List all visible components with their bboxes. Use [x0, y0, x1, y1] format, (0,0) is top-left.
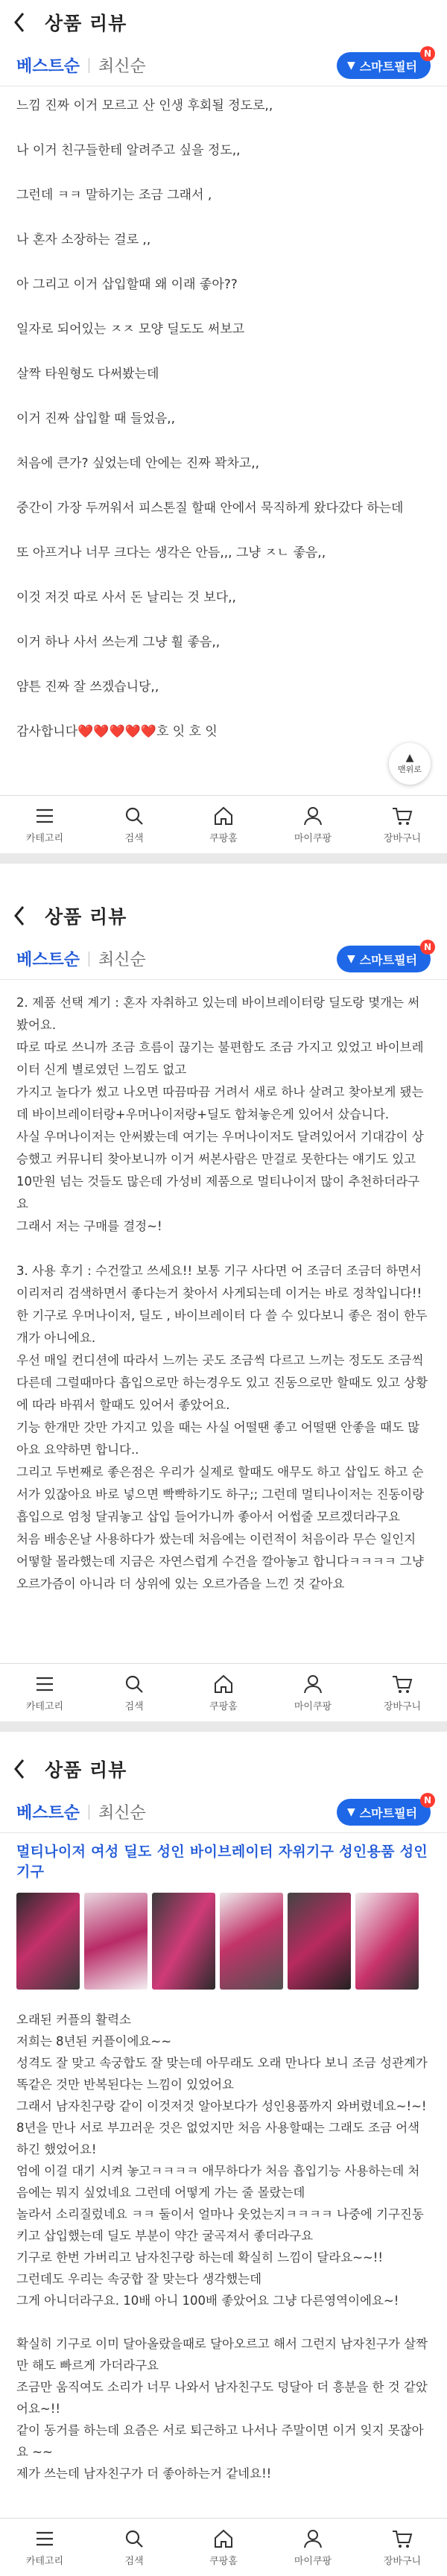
review-line: 느낌 진짜 이거 모르고 산 인생 후회될 정도로,,	[16, 98, 273, 113]
tab-search[interactable]	[101, 805, 168, 844]
review-photo[interactable]	[288, 1893, 351, 1990]
review-line: 얌튼 진짜 잘 쓰겠습니당,,	[16, 680, 159, 694]
smart-filter-button[interactable]	[337, 942, 432, 972]
tab-label: 마이쿠팡	[294, 1701, 332, 1712]
menu-icon	[34, 1673, 56, 1695]
filter-icon: ▼	[346, 953, 355, 965]
tab-label: 장바구니	[383, 1701, 422, 1712]
tab-label: 쿠팡홈	[209, 2556, 238, 2567]
tab-home[interactable]	[190, 2528, 257, 2567]
smart-filter-button[interactable]	[337, 48, 432, 79]
tab-home[interactable]	[190, 1673, 257, 1712]
home-icon	[212, 2528, 235, 2550]
tab-label: 검색	[124, 1701, 144, 1712]
review-line: 중간이 가장 두꺼워서 피스톤질 할때 안에서 묵직하게 왔다갔다 하는데	[16, 501, 404, 516]
home-icon	[212, 1673, 235, 1695]
bottom-tab-bar	[0, 795, 447, 853]
tab-label: 카테고리	[25, 833, 64, 844]
tab-category[interactable]	[11, 805, 78, 844]
sort-best-tab[interactable]: 베스트순	[16, 951, 80, 969]
smart-filter-button[interactable]	[337, 1795, 432, 1826]
review-line: 살짝 타원형도 다써봤는데	[16, 367, 159, 382]
sort-latest-tab[interactable]: 최신순	[98, 1804, 146, 1823]
sort-best-tab[interactable]: 베스트순	[16, 57, 80, 76]
back-button[interactable]	[13, 7, 34, 37]
scroll-top-button[interactable]	[389, 743, 431, 785]
user-icon	[302, 1673, 324, 1695]
tab-my[interactable]	[279, 805, 346, 844]
review-line: 이거 하나 사서 쓰는게 그냥 훨 좋음,,	[16, 635, 221, 650]
page-title: 상품 리뷰	[45, 13, 127, 34]
review-line: 이것 저것 따로 사서 돈 날리는 것 보다,,	[16, 590, 236, 605]
tab-label: 카테고리	[25, 1701, 64, 1712]
review-line: 나 혼자 소장하는 걸로 ,,	[16, 232, 151, 247]
review-line: 나 이거 친구들한테 알려주고 싶을 정도,,	[16, 143, 241, 158]
tab-label: 마이쿠팡	[294, 2556, 332, 2567]
tab-label: 마이쿠팡	[294, 833, 332, 844]
review-line: 그런데 ㅋㅋ 말하기는 조금 그래서 ,	[16, 188, 212, 203]
tab-category[interactable]	[11, 1673, 78, 1712]
review-photo[interactable]	[355, 1893, 419, 1990]
tab-search[interactable]	[101, 2528, 168, 2567]
sort-bar	[0, 1791, 447, 1833]
tab-cart[interactable]	[369, 805, 436, 844]
header	[0, 0, 447, 45]
new-badge: N	[420, 940, 435, 955]
tab-label: 검색	[124, 833, 144, 844]
sort-bar	[0, 938, 447, 980]
sort-best-tab[interactable]: 베스트순	[16, 1804, 80, 1823]
smart-filter-label: 스마트필터	[359, 1806, 417, 1820]
tab-label: 장바구니	[383, 833, 422, 844]
review-line: 감사합니다❤️❤️❤️❤️❤️호 잇 호 잇	[16, 724, 218, 739]
product-title-link[interactable]: 멀티나이저 여성 딜도 성인 바이브레이터 자위기구 성인용품 성인기구	[16, 1844, 428, 1880]
tab-search[interactable]	[101, 1673, 168, 1712]
review-line: 이거 진짜 삽입할 때 들었음,,	[16, 411, 176, 426]
tab-category[interactable]	[11, 2528, 78, 2567]
user-icon	[302, 2528, 324, 2550]
cart-icon	[391, 805, 413, 827]
review-photo[interactable]	[220, 1893, 283, 1990]
cart-icon	[391, 2528, 413, 2550]
smart-filter-label: 스마트필터	[359, 952, 417, 967]
menu-icon	[34, 805, 56, 827]
tab-home[interactable]	[190, 805, 257, 844]
smart-filter-label: 스마트필터	[359, 59, 417, 74]
search-icon	[123, 1673, 145, 1695]
review-text: 오래된 커플의 활력소 저희는 8년된 커플이에요~~ 성격도 잘 맞고 속궁합도 잘 맞는데 아무래도 오래 만나다 보니 조금 성관계가 똑같은 것만 반복된다는 느낌이 있었어요 그래서 남자친구랑 같이 이것저것 알아보다가 성인용품까지 와버렸네요~!~! 8년을 만나 서로 부끄러운 것은 없었지만 처음 사용할때는 그래도 조금 어색하긴 했었어요! 엄에 이걸 대기 시켜 놓고ㅋㅋㅋㅋ 애무하다가 처음 흡입기능 사용하는데 처음에는 뭐지 싶었네요 그런데 어떻게 가는 줄 몰랐는데 놀라서 소리질렀네요 ㅋㅋ 둘이서 얼마나 웃었는지ㅋㅋㅋㅋ 나중에 기구진동키고 삽입했는데 딜도 부분이 약간 굴곡져서 좋더라구요 기구로 한번 가버리고 남자친구랑 하는데 확실히 느낌이 달라요~~!! 그런데도 우리는 속궁합 잘 맞는다 생각했는데 그게 아니더라구요. 10배 아니 100배 좋았어요 그냥 다른영역이에요~! 확실히 기구로 이미 달아올랐을때로 달아오르고 해서 그런지 남자친구가 살짝 만 해도 빠르게 가더라구요 조금만 움직여도 소리가 너무 나와서 남자친구도 덩달아 더 흥분을 한 것 같았어요~!! 같이 동거를 하는데 요즘은 서로 퇴근하고 나서나 주말이면 이거 잊지 못잖아요 ~~ 제가 쓰는데 남자친구가 더 좋아하는거 같네요!!	[16, 2013, 428, 2481]
header	[0, 1747, 447, 1791]
review-photos	[0, 1888, 447, 2000]
review-screen-1	[0, 0, 447, 853]
tab-my[interactable]	[279, 1673, 346, 1712]
new-badge: N	[420, 46, 435, 61]
back-button[interactable]	[13, 901, 34, 931]
review-text	[0, 86, 447, 794]
tab-label: 검색	[124, 2556, 144, 2567]
review-screen-2	[0, 853, 447, 1721]
menu-icon	[34, 2528, 56, 2550]
tab-cart[interactable]	[369, 2528, 436, 2567]
arrow-up-icon: ▲	[405, 752, 414, 764]
new-badge: N	[420, 1793, 435, 1808]
scroll-top-label: 맨위로	[398, 765, 422, 774]
filter-icon: ▼	[346, 1806, 355, 1818]
tab-label: 쿠팡홈	[209, 833, 238, 844]
review-line: 일자로 되어있는 ㅈㅈ 모양 딜도도 써보고	[16, 322, 245, 337]
tab-cart[interactable]	[369, 1673, 436, 1712]
page-title: 상품 리뷰	[45, 1759, 127, 1781]
review-line: 또 아프거나 너무 크다는 생각은 안듬,,, 그냥 ㅈㄴ 좋음,,	[16, 545, 326, 560]
page-title: 상품 리뷰	[45, 906, 127, 928]
tab-label: 카테고리	[25, 2556, 64, 2567]
sort-bar	[0, 45, 447, 86]
review-photo[interactable]	[152, 1893, 215, 1990]
review-line: 처음에 큰가? 싶었는데 안에는 진짜 꽉차고,,	[16, 456, 260, 471]
filter-icon: ▼	[346, 60, 355, 72]
review-text: 2. 제품 선택 계기 : 혼자 자취하고 있는데 바이브레이터랑 딜도랑 몇개는 써봤어요. 따로 따로 쓰니까 조금 흐름이 끊기는 불편함도 조금 가지고 있었고 바이브레이터 신게 별로였던 느낌도 없고 가지고 놀다가 썼고 나오면 따끔따끔 거려서 새로 하나 살려고 찾아보게 됐는데 바이브레이터랑+우머나이저랑+딜도 합쳐놓은게 있어서 샀습니다. 사실 우머나이저는 안써봤는데 여기는 우머나이저도 달려있어서 기대감이 상승했고 커뮤니티 찾아보니까 이거 써본사람은 만걸로 못한다는 얘기도 있고 10만원 넘는 것들도 많은데 가성비 제품으로 멀티나이저 많이 추천하더라구요 그래서 저는 구매를 결정~! 3. 사용 후기 : 수건깔고 쓰세요!! 보통 기구 사다면 어 조금더 조금더 하면서 이리저리 검색하면서 좋다는거 찾아서 사게되는데 이거는 바로 정착입니다!! 한 기구로 우머나이저, 딜도 , 바이브레이터 다 쓸 수 있다보니 좋은 점이 한두개가 아니에요. 우선 매일 컨디션에 따라서 느끼는 곳도 조금씩 다르고 느끼는 정도도 조금씩 다른데 그럴때마다 흡입으로만 하는경우도 있고 진동으로만 할때도 있고 상황에 따라 바꿔서 할때도 있어서 좋았어요. 기능 한개만 갓만 가지고 있을 때는 사실 어떨땐 좋고 어떨땐 안좋을 때도 많아요 요약하면 합니다.. 그리고 두번째로 좋은점은 우리가 실제로 할때도 애무도 하고 삽입도 하고 순서가 있잖아요 바로 넣으면 빡빡하기도 하구;; 그런데 멀티나이저는 진동이랑 흡입으로 엄청 달궈놓고 삽입 들어가니까 좋아서 어썹줄 모르겠더라구요 처음 배송온날 사용하다가 쌌는데 처음에는 이런적이 처음이라 무슨 일인지 어떻할 몰라했는데 지금은 자연스럽게 수건을 깔아놓고 합니다ㅋㅋㅋㅋ 그냥 오르가즘이 아니라 더 상위에 있는 오르가즘을 느낀 것 같아요	[16, 996, 428, 1591]
search-icon	[123, 2528, 145, 2550]
tab-label: 쿠팡홈	[209, 1701, 238, 1712]
review-line: 아 그리고 이거 삽입할때 왜 이래 좋아??	[16, 277, 238, 292]
header	[0, 893, 447, 938]
sort-latest-tab[interactable]: 최신순	[98, 57, 146, 76]
search-icon	[123, 805, 145, 827]
review-photo[interactable]	[84, 1893, 148, 1990]
home-icon	[212, 805, 235, 827]
bottom-tab-bar	[0, 1663, 447, 1721]
tab-label: 장바구니	[383, 2556, 422, 2567]
back-button[interactable]	[13, 1754, 34, 1784]
sort-latest-tab[interactable]: 최신순	[98, 951, 146, 969]
review-screen-3	[0, 1721, 447, 2576]
tab-my[interactable]	[279, 2528, 346, 2567]
cart-icon	[391, 1673, 413, 1695]
bottom-tab-bar	[0, 2518, 447, 2576]
review-photo[interactable]	[16, 1893, 80, 1990]
user-icon	[302, 805, 324, 827]
